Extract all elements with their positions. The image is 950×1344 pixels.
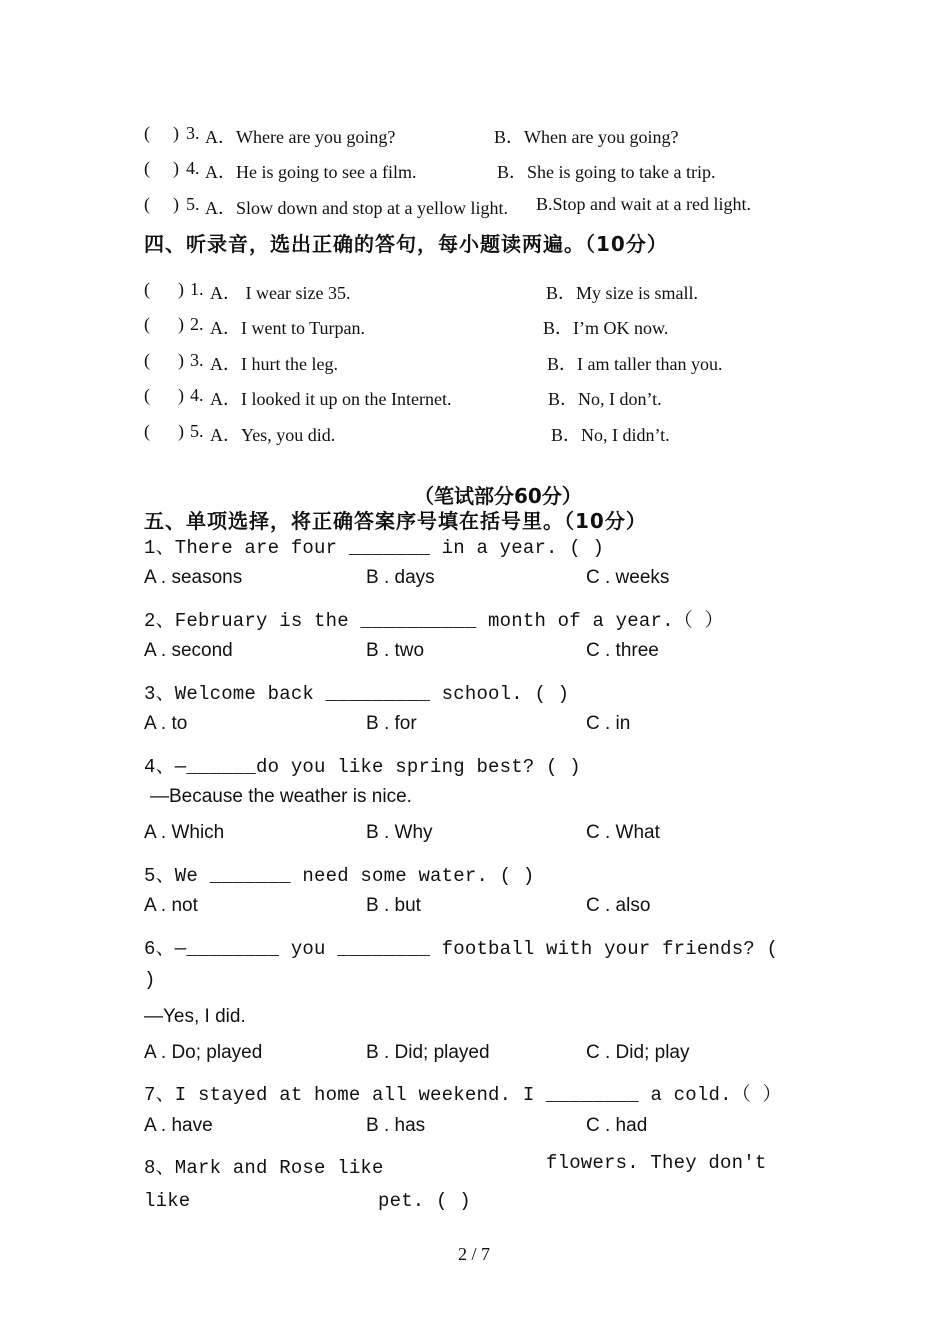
question-text: 1、There are four _______ in a year. ( ) [144,537,605,559]
question-number: 1. [190,279,204,299]
option-a: A．He is going to see a film. [205,162,417,182]
option-c: C . weeks [586,567,670,588]
option-a: A．I hurt the leg. [210,354,338,374]
option-a: A . have [144,1115,213,1136]
answer-paren[interactable]: ( [144,385,150,405]
answer-paren[interactable]: ( [144,421,150,441]
option-b: B . has [366,1115,426,1136]
answer-paren[interactable]: ( [144,350,150,370]
option-c: C . three [586,640,659,661]
option-a: A . second [144,640,233,661]
option-b: B．No, I don’t. [548,389,662,409]
page-number: 2 / 7 [458,1244,491,1264]
dialogue-reply: —Yes, I did. [144,1006,246,1027]
option-a: A． I wear size 35. [210,283,351,303]
question-text: flowers. They don't [546,1152,767,1174]
option-c: C . Did; play [586,1042,690,1063]
option-a: A . not [144,895,198,916]
option-b: B.Stop and wait at a red light. [536,194,751,214]
question-number: 4. [186,158,200,178]
question-number: 4. [190,385,204,405]
option-a: A．Slow down and stop at a yellow light. [205,198,508,218]
option-b: B．I am taller than you. [547,354,723,374]
question-number: 3. [186,123,200,143]
question-number: 5. [186,194,200,214]
question-text: like [144,1190,191,1212]
question-number: 5. [190,421,204,441]
answer-paren[interactable]: ( [144,279,150,299]
option-b: B . two [366,640,425,661]
option-b: B . Did; played [366,1042,490,1063]
question-number: 2. [190,314,204,334]
question-text: 8、Mark and Rose like [144,1157,384,1179]
answer-paren[interactable]: ( [144,314,150,334]
question-text-wrap: ) [144,969,156,991]
option-b: B．When are you going? [494,127,679,147]
question-number: ) [173,123,179,143]
option-b: B．No, I didn’t. [551,425,670,445]
option-c: C . also [586,895,651,916]
question-text: 6、—________ you ________ football with your friends? ( [144,938,779,960]
question-text: 4、—______do you like spring best? ( ) [144,756,581,778]
option-a: A . Which [144,822,225,843]
answer-paren[interactable]: ( [144,123,150,143]
question-text: 5、We _______ need some water. ( ) [144,865,535,887]
option-b: B．She is going to take a trip. [497,162,716,182]
question-number: ) [173,158,179,178]
written-part-heading: （笔试部分60分） [414,484,582,508]
option-a: A．Where are you going? [205,127,396,147]
question-number: ) [178,314,184,334]
question-number: ) [178,421,184,441]
option-c: C . had [586,1115,648,1136]
option-b: B．My size is small. [546,283,698,303]
option-c: C . What [586,822,660,843]
option-a: A . to [144,713,188,734]
option-b: B . for [366,713,417,734]
option-b: B . but [366,895,421,916]
option-a: A．I went to Turpan. [210,318,366,338]
option-b: B . Why [366,822,433,843]
dialogue-reply: —Because the weather is nice. [150,786,412,807]
answer-paren[interactable]: ( [144,194,150,214]
question-text: 2、February is the __________ month of a year.（ ） [144,610,724,632]
option-b: B．I’m OK now. [543,318,669,338]
option-a: A．Yes, you did. [210,425,336,445]
option-a: A . seasons [144,567,243,588]
option-a: A . Do; played [144,1042,263,1063]
option-c: C . in [586,713,631,734]
answer-paren[interactable]: ( [144,158,150,178]
option-a: A．I looked it up on the Internet. [210,389,452,409]
option-b: B . days [366,567,435,588]
question-number: ) [178,385,184,405]
question-number: ) [173,194,179,214]
question-number: ) [178,279,184,299]
question-number: 3. [190,350,204,370]
section-heading: 四、听录音，选出正确的答句，每小题读两遍。（10分） [144,232,668,256]
question-number: ) [178,350,184,370]
question-text: pet. ( ) [378,1190,471,1212]
question-text: 3、Welcome back _________ school. ( ) [144,683,570,705]
question-text: 7、I stayed at home all weekend. I ________ a cold.（ ） [144,1084,782,1106]
section-heading: 五、单项选择，将正确答案序号填在括号里。（10分） [144,509,647,533]
